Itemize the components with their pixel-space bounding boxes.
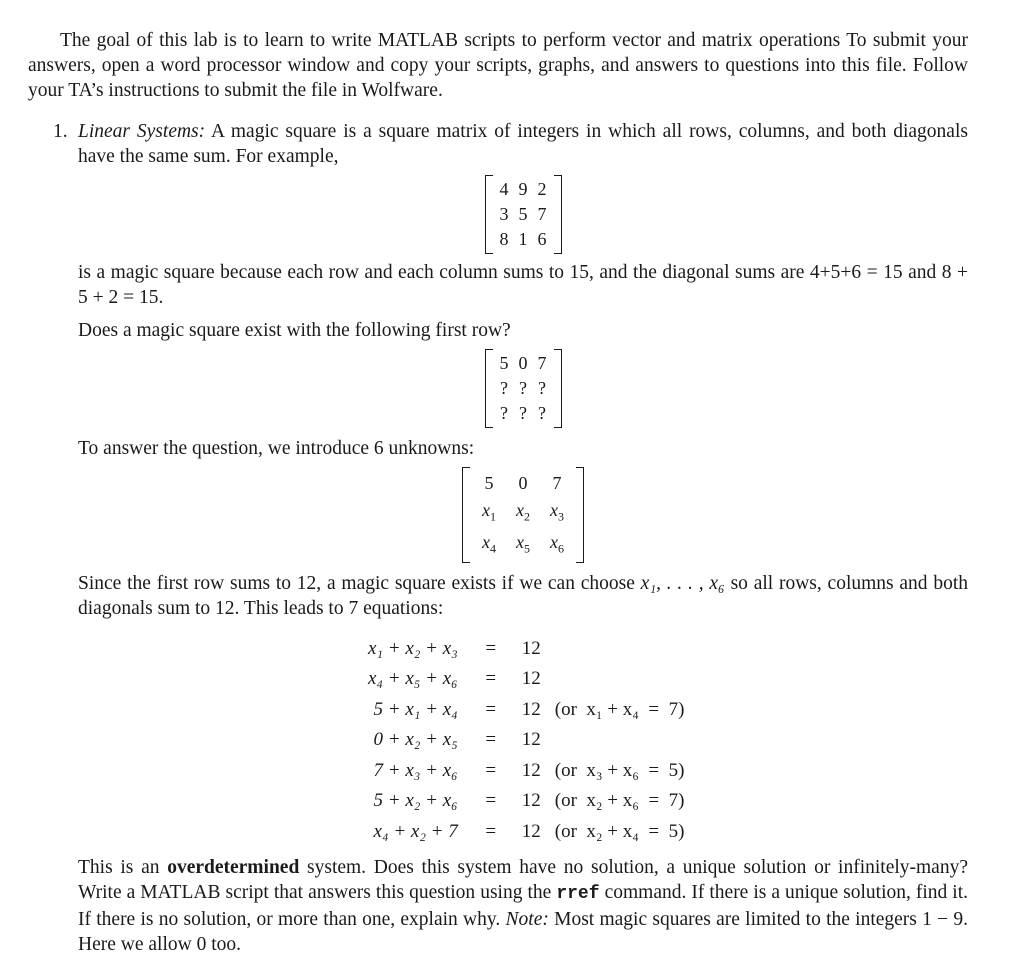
- equation-lhs: [368, 816, 476, 847]
- example-matrix-cell: 2: [537, 179, 547, 199]
- equation-system: [368, 633, 968, 847]
- example-matrix-cell: 6: [537, 229, 547, 249]
- problem-text-a: A magic square is a square matrix of integers in which all rows, columns, and both diagonals have the same sum. For example,: [78, 121, 968, 167]
- question-matrix-row: [495, 401, 552, 426]
- equation-relation: [476, 725, 506, 756]
- equations-intro: [78, 571, 968, 621]
- example-matrix: [485, 175, 562, 254]
- note-text: Most magic squares are limited to the integers 1 − 9. Here we allow 0 too.: [78, 908, 969, 955]
- question-text: Does a magic square exist with the following first row?: [78, 320, 511, 341]
- example-matrix-cell: 9: [518, 179, 528, 199]
- unknown-var: x: [550, 500, 558, 520]
- unknown-matrix-cell: 0: [518, 473, 528, 493]
- equation-lhs: [368, 755, 476, 786]
- unknown-var: x: [482, 531, 490, 552]
- equation-rhs: [506, 816, 685, 847]
- unknown-matrix-cell: [540, 530, 574, 562]
- equation-rhs: [506, 694, 685, 725]
- equation-lhs-text: 0 + x₂ + x₅: [373, 729, 458, 751]
- equation-relation: [476, 816, 506, 847]
- equation-row: [368, 755, 684, 786]
- equation-relation-text: =: [485, 790, 497, 812]
- unknowns-text: To answer the question, we introduce 6 unknowns:: [78, 438, 475, 459]
- equation-relation: [476, 694, 506, 725]
- unknown-var: x: [482, 500, 490, 520]
- rref-command: rref: [556, 883, 600, 904]
- equation-row: [368, 664, 684, 695]
- equation-relation-text: =: [485, 698, 497, 720]
- equation-rhs-text: 12: [521, 637, 541, 659]
- question-matrix-cell: 0: [518, 353, 528, 373]
- problem-intro: [78, 119, 968, 169]
- unknown-matrix-cell: [506, 530, 540, 562]
- equation-rhs: [506, 725, 685, 756]
- example-matrix-row: [495, 227, 552, 252]
- unknown-matrix-wrap: [78, 467, 968, 563]
- closing-bold: overdetermined: [167, 856, 300, 878]
- unknown-matrix-cell: [472, 498, 506, 530]
- unknown-var-subscript: 3: [558, 509, 564, 524]
- equation-lhs: [368, 694, 476, 725]
- unknown-var-subscript: 5: [524, 541, 530, 556]
- equation-rhs-text: 12: [521, 790, 541, 812]
- question-matrix: [485, 349, 562, 428]
- unknown-matrix-row: [472, 530, 574, 562]
- unknown-var-subscript: 2: [524, 509, 530, 524]
- question-matrix-cell: ?: [538, 378, 546, 398]
- problem-heading: Linear Systems:: [78, 121, 206, 142]
- equation-rhs: [506, 633, 685, 664]
- equation-alternative: (or x₁ + x₄ = 7): [554, 698, 685, 720]
- equation-lhs-text: 5 + x₁ + x₄: [373, 698, 458, 720]
- equation-row: [368, 786, 684, 817]
- equation-row: [368, 725, 684, 756]
- unknown-var-subscript: 6: [558, 541, 564, 556]
- example-matrix-row: [495, 202, 552, 227]
- unknown-matrix-cell: [540, 498, 574, 530]
- note-label: Note:: [505, 908, 549, 930]
- equation-alternative: (or x₂ + x₄ = 5): [554, 820, 685, 842]
- unknown-matrix-cell: [472, 530, 506, 562]
- equation-relation-text: =: [485, 820, 497, 842]
- question-matrix-cell: 5: [499, 353, 509, 373]
- closing-mid: system. Does this system have no solution, a unique solution or infinitely-many? Write a MATLAB script that answers this question using the: [78, 856, 968, 903]
- question-matrix-cell: ?: [500, 403, 508, 423]
- equation-alternative: (or x₃ + x₆ = 5): [554, 759, 685, 781]
- equation-relation: [476, 633, 506, 664]
- example-matrix-cell: 4: [499, 179, 509, 199]
- question-matrix-cell: 7: [537, 353, 547, 373]
- unknown-var-subscript: 1: [490, 509, 496, 524]
- unknown-var: x: [550, 531, 558, 552]
- closing-post: command. If there is a unique solution, find it. If there is no solution, or more than one, explain why.: [78, 881, 969, 930]
- question-matrix-cell: ?: [538, 403, 546, 423]
- question-matrix-wrap: [78, 349, 968, 428]
- problem-text-b: is a magic square because each row and each column sums to 15, and the diagonal sums are 4+5+6 = 15 and 8 + 5 + 2 = 15.: [78, 262, 968, 308]
- unknown-matrix-cell: 7: [552, 473, 562, 493]
- equation-rhs-text: 12: [521, 668, 541, 690]
- question-matrix-cell: ?: [500, 378, 508, 398]
- equation-row: [368, 633, 684, 664]
- equation-relation-text: =: [485, 759, 497, 781]
- equation-rhs-text: 12: [521, 820, 541, 842]
- equation-rhs-text: 12: [521, 698, 541, 720]
- example-matrix-cell: 1: [518, 229, 528, 249]
- equation-rhs-text: 12: [521, 729, 541, 751]
- example-matrix-row: [495, 177, 552, 202]
- equation-relation-text: =: [485, 668, 497, 690]
- unknown-matrix-cell: 5: [484, 473, 494, 493]
- example-matrix-cell: 7: [537, 204, 547, 224]
- equation-lhs: [368, 633, 476, 664]
- problem-number: 1.: [53, 121, 68, 142]
- question-matrix-cell: ?: [519, 403, 527, 423]
- equation-relation: [476, 755, 506, 786]
- equations-intro-pre: Since the first row sums to 12, a magic square exists if we can choose: [78, 573, 635, 595]
- closing-pre: This is an: [78, 856, 160, 878]
- equation-relation: [476, 664, 506, 695]
- equation-rhs: [506, 755, 685, 786]
- unknown-var: x: [516, 531, 524, 552]
- equation-lhs: [368, 664, 476, 695]
- equation-lhs-text: 5 + x₂ + x₆: [373, 790, 458, 812]
- problem-1: [28, 119, 968, 957]
- equation-row: [368, 816, 684, 847]
- example-matrix-cell: 5: [518, 204, 528, 224]
- equation-lhs: [368, 725, 476, 756]
- unknown-var-subscript: 4: [490, 541, 496, 556]
- equation-lhs-text: x₄ + x₂ + 7: [373, 820, 458, 842]
- equation-row: [368, 694, 684, 725]
- unknown-matrix-cell: [506, 498, 540, 530]
- question-matrix-row: [495, 351, 552, 376]
- unknown-matrix: [462, 467, 584, 563]
- equation-rhs-text: 12: [521, 759, 541, 781]
- equations-intro-var: x₁, . . . , x₆: [640, 573, 725, 595]
- equation-lhs: [368, 786, 476, 817]
- equation-lhs-text: x₄ + x₅ + x₆: [368, 668, 458, 690]
- equation-relation-text: =: [485, 637, 497, 659]
- unknown-matrix-row: [472, 498, 574, 530]
- closing-paragraph: [78, 855, 968, 957]
- equation-relation-text: =: [485, 729, 497, 751]
- example-matrix-cell: 3: [499, 204, 509, 224]
- unknown-var: x: [516, 500, 524, 520]
- equations-intro-post: so all rows, columns and both diagonals sum to 12. This leads to 7 equations:: [78, 573, 969, 620]
- equation-alternative: (or x₂ + x₆ = 7): [554, 790, 685, 812]
- equation-lhs-text: x₁ + x₂ + x₃: [368, 637, 458, 659]
- question-matrix-cell: ?: [519, 378, 527, 398]
- example-matrix-wrap: [78, 175, 968, 254]
- equation-relation: [476, 786, 506, 817]
- document-page: [28, 28, 968, 957]
- equation-lhs-text: 7 + x₃ + x₆: [373, 759, 458, 781]
- question-matrix-row: [495, 376, 552, 401]
- unknown-matrix-row: [472, 469, 574, 498]
- equation-rhs: [506, 786, 685, 817]
- equation-rhs: [506, 664, 685, 695]
- example-matrix-cell: 8: [499, 229, 509, 249]
- intro-paragraph: The goal of this lab is to learn to write MATLAB scripts to perform vector and matrix operations To submit your answers, open a word processor window and copy your scripts, graphs, and answers to questions into this file. Follow your TA’s instructions to submit the file in Wolfware.: [28, 30, 968, 101]
